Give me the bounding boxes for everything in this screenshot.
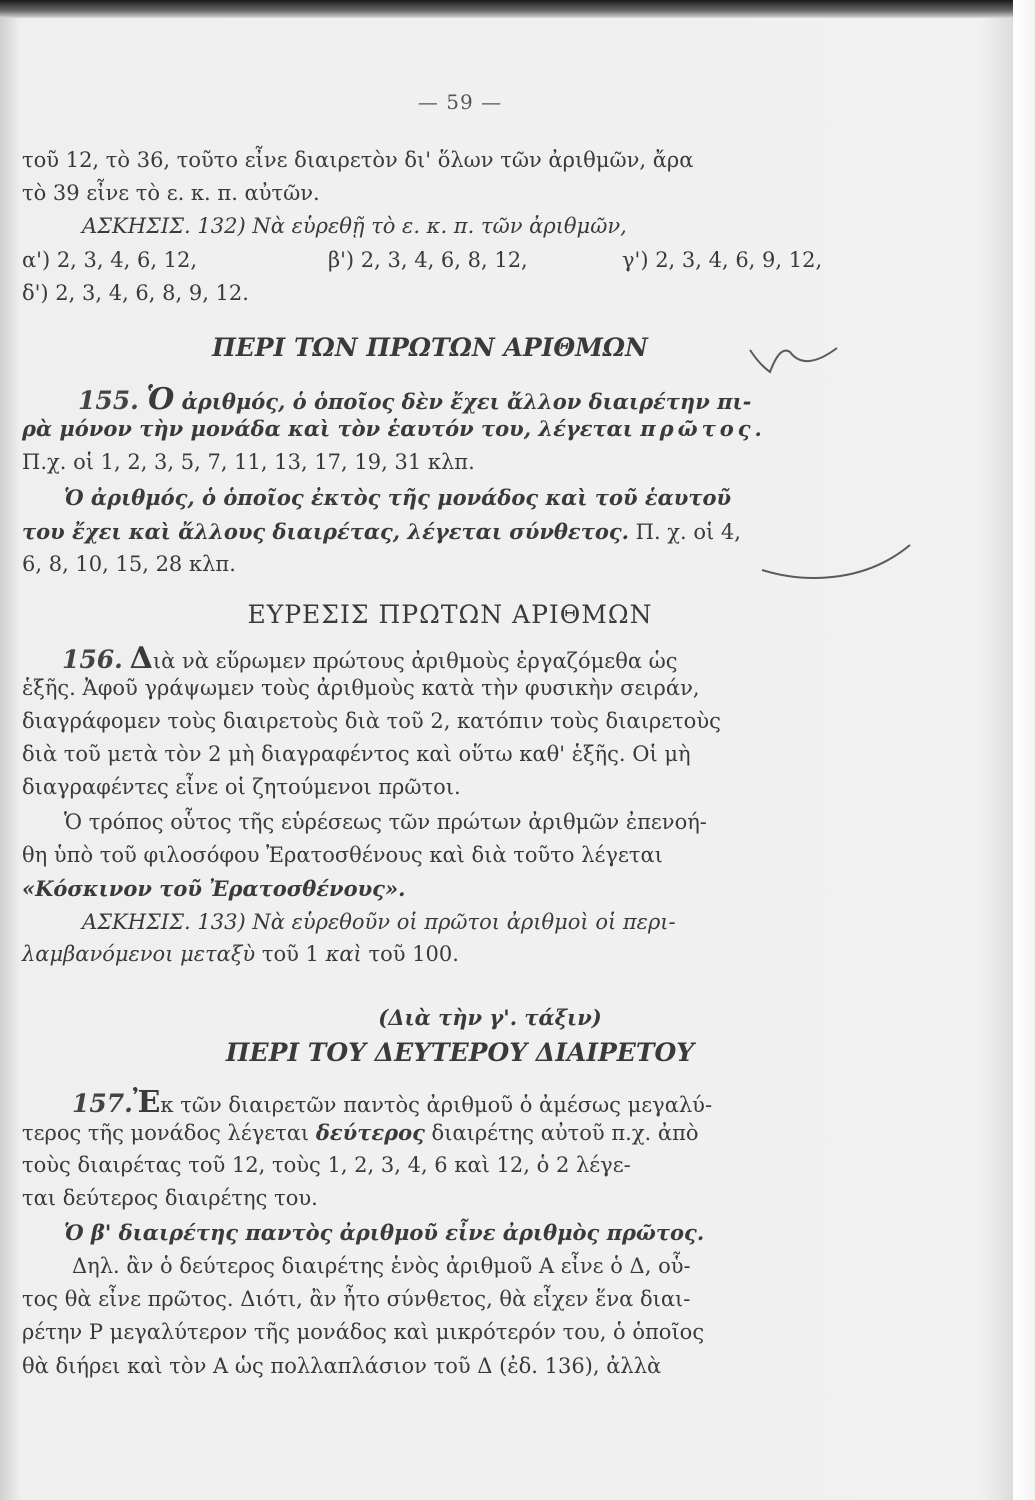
exercise-part-b: β') 2, 3, 4, 6, 8, 12,	[328, 248, 528, 272]
paragraph-number: 156.	[62, 645, 123, 674]
exercise-text: Νὰ εὑρεθῇ τὸ ε. κ. π. τῶν ἀριθμῶν,	[252, 214, 627, 238]
drop-initial: Ὁ	[146, 382, 175, 417]
text-span: του ἔχει καὶ ἄλλους διαιρέτας, λέγεται σύνθετος.	[22, 519, 629, 544]
text-span: κ τῶν διαιρετῶν παντὸς ἀριθμοῦ ὁ ἀμέσως μεγαλύ-	[160, 1093, 713, 1117]
paragraph-number: 155.	[78, 386, 139, 415]
handwritten-underline-mark	[760, 540, 920, 585]
paragraph-156-line	[62, 641, 678, 676]
text-line: τοὺς διαιρέτας τοῦ 12, τοὺς 1, 2, 3, 4, 6 καὶ 12, ὁ 2 λέγε-	[22, 1153, 631, 1177]
text-line: Ὁ ἀριθμός, ὁ ὁποῖος ἐκτὸς τῆς μονάδος καὶ τοῦ ἑαυτοῦ	[64, 485, 732, 510]
exercise-part-a: α') 2, 3, 4, 6, 12,	[22, 248, 198, 272]
text-line: θη ὑπὸ τοῦ φιλοσόφου Ἐρατοσθένους καὶ διὰ τοῦτο λέγεται	[22, 843, 663, 867]
paragraph-157-line	[22, 1122, 699, 1144]
text-line: Δηλ. ἂν ὁ δεύτερος διαιρέτης ἑνὸς ἀριθμοῦ Α εἶνε ὁ Δ, οὗ-	[72, 1254, 691, 1278]
theorem-statement: Ὁ β' διαιρέτης παντὸς ἀριθμοῦ εἶνε ἀριθμὸς πρῶτος.	[64, 1220, 705, 1245]
paragraph-155-line	[22, 418, 766, 439]
text-line: διὰ τοῦ μετὰ τὸν 2 μὴ διαγραφέντος καὶ οὕτω καθ' ἑξῆς. Οἱ μὴ	[22, 742, 691, 766]
text-span: καὶ	[325, 942, 362, 966]
exercise-133-line	[22, 944, 459, 965]
text-line: θὰ διήρει καὶ τὸν Α ὡς πολλαπλάσιον τοῦ Δ (ἐδ. 136), ἀλλὰ	[22, 1354, 662, 1378]
term-prime: πρῶτος.	[640, 416, 766, 441]
sieve-name: «Κόσκινον τοῦ Ἐρατοσθένους».	[22, 876, 406, 901]
text-span: λαμβανόμενοι μεταξὺ	[22, 942, 256, 966]
handwritten-check-mark	[745, 330, 845, 380]
text-line: Ὁ τρόπος οὗτος τῆς εὑρέσεως τῶν πρώτων ἀριθμῶν ἐπενοή-	[64, 810, 707, 834]
paragraph-157-line	[72, 1085, 713, 1120]
text-span: ἀριθμός, ὁ ὁποῖος δὲν ἔχει ἄλλον διαιρέτην πι-	[181, 389, 752, 414]
exercise-number: 133)	[197, 910, 246, 934]
text-line: Π.χ. οἱ 1, 2, 3, 5, 7, 11, 13, 17, 19, 31 κλπ.	[22, 450, 475, 474]
exercise-133	[82, 912, 676, 933]
section-heading-finding-primes: ΕΥΡΕΣΙΣ ΠΡΩΤΩΝ ΑΡΙΘΜΩΝ	[247, 600, 653, 629]
drop-initial: Δ	[129, 641, 153, 676]
text-span: Π. χ. οἱ 4,	[635, 520, 741, 544]
text-span: τοῦ 1	[261, 942, 319, 966]
text-line: 6, 8, 10, 15, 28 κλπ.	[22, 552, 236, 576]
exercise-label: ΑΣΚΗΣΙΣ.	[82, 910, 191, 934]
text-line: τοῦ 12, τὸ 36, τοῦτο εἶνε διαιρετὸν δι' ὅλων τῶν ἀριθμῶν, ἄρα	[22, 148, 694, 172]
drop-initial: Ἐ	[132, 1085, 161, 1120]
paragraph-155-line	[22, 521, 741, 543]
class-note: (Διὰ τὴν γ'. τάξιν)	[378, 1005, 602, 1030]
exercise-part-c: γ') 2, 3, 4, 6, 9, 12,	[622, 248, 823, 272]
term-second: δεύτερος	[315, 1120, 425, 1145]
text-span: τοῦ 100.	[368, 942, 459, 966]
text-span: ρὰ μόνον τὴν μονάδα καὶ τὸν ἑαυτόν του, λέγεται	[22, 416, 633, 441]
text-span: ιὰ νὰ εὕρωμεν πρώτους ἀριθμοὺς ἐργαζόμεθα ὡς	[152, 649, 678, 673]
text-line: ἑξῆς. Ἀφοῦ γράψωμεν τοὺς ἀριθμοὺς κατὰ τὴν φυσικὴν σειράν,	[22, 676, 700, 700]
exercise-label: ΑΣΚΗΣΙΣ.	[82, 214, 191, 238]
exercise-132	[82, 216, 627, 237]
text-line: ται δεύτερος διαιρέτης του.	[22, 1186, 318, 1210]
text-line: τὸ 39 εἶνε τὸ ε. κ. π. αὐτῶν.	[22, 181, 320, 205]
exercise-text: Νὰ εὑρεθοῦν οἱ πρῶτοι ἀριθμοὶ οἱ περι-	[252, 910, 676, 934]
section-heading-second-divisor: ΠΕΡΙ ΤΟΥ ΔΕΥΤΕΡΟΥ ΔΙΑΙΡΕΤΟΥ	[225, 1038, 695, 1067]
page-right-margin	[1013, 0, 1035, 1500]
section-heading-primes: ΠΕΡΙ ΤΩΝ ΠΡΩΤΩΝ ΑΡΙΘΜΩΝ	[212, 333, 648, 362]
text-span: διαιρέτης αὐτοῦ π.χ. ἀπὸ	[431, 1121, 699, 1145]
paragraph-number: 157.	[72, 1089, 133, 1118]
text-span: τερος τῆς μονάδος λέγεται	[22, 1121, 310, 1145]
text-line: ρέτην Ρ μεγαλύτερον τῆς μονάδος καὶ μικρότερόν του, ὁ ὁποῖος	[22, 1320, 705, 1344]
text-line: διαγραφέντες εἶνε οἱ ζητούμενοι πρῶτοι.	[22, 775, 461, 799]
paragraph-155-line	[78, 382, 752, 417]
text-line: διαγράφομεν τοὺς διαιρετοὺς διὰ τοῦ 2, κατόπιν τοὺς διαιρετοὺς	[22, 709, 721, 733]
exercise-number: 132)	[197, 214, 246, 238]
scan-top-edge	[0, 0, 1035, 18]
text-line: τος θὰ εἶνε πρῶτος. Διότι, ἂν ἦτο σύνθετος, θὰ εἶχεν ἕνα διαι-	[22, 1287, 691, 1311]
page-number: — 59 —	[417, 90, 503, 114]
exercise-part-d: δ') 2, 3, 4, 6, 8, 9, 12.	[22, 281, 249, 305]
